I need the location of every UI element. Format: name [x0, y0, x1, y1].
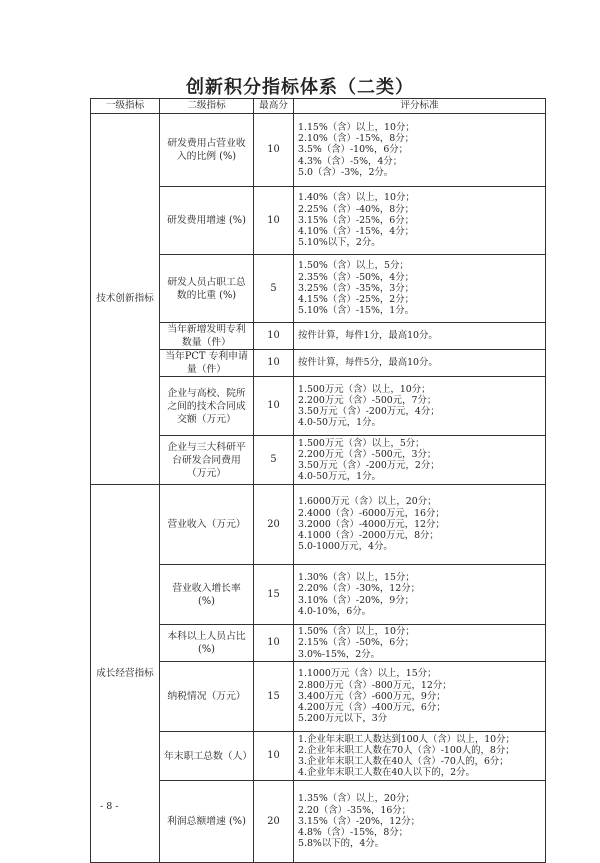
- header-criteria: 评分标准: [294, 99, 546, 114]
- criteria-line: 2.200万元（含）-500元，3分；: [298, 448, 437, 460]
- criteria-cell: [294, 255, 546, 323]
- criteria-line: 3.5%（含）-10%，6分；: [298, 144, 409, 156]
- header-level1: 一级指标: [91, 99, 160, 114]
- indicator-cell: 企业与三大科研平台研发合同费用（万元）: [160, 436, 254, 485]
- criteria-line: 3.25%（含）-35%，3分；: [298, 282, 415, 294]
- max-score-cell: 15: [254, 565, 294, 625]
- indicator-cell: 本科以上人员占比 (%): [160, 625, 254, 662]
- table-row: [91, 350, 546, 377]
- table-row: [91, 114, 546, 187]
- criteria-line: 1.企业年末职工人数达到100人（含）以上，10分；: [298, 733, 515, 745]
- max-score-cell: 20: [254, 781, 294, 863]
- criteria-cell: [294, 436, 546, 485]
- max-score-cell: 10: [254, 350, 294, 377]
- criteria-line: 3.企业年末职工人数在40人（含）-70人的，6分；: [298, 756, 509, 767]
- header-max-score: 最高分: [254, 99, 294, 114]
- criteria-line: 4.0-10%，6分。: [298, 605, 372, 617]
- criteria-line: 3.15%（含）-25%，6分；: [298, 214, 415, 226]
- max-score-cell: 20: [254, 485, 294, 565]
- indicator-cell: 研发费用占营业收入的比例 (%): [160, 114, 254, 187]
- criteria-line: 4.10%（含）-15%，4分；: [298, 226, 415, 238]
- criteria-line: 4.15%（含）-25%，2分；: [298, 294, 415, 306]
- criteria-line: 3.400万元（含）-600万元，9分；: [298, 690, 446, 702]
- criteria-line: 2.15%（含）-50%，6分；: [298, 637, 415, 649]
- criteria-line: 1.30%（含）以上，15分；: [298, 572, 415, 584]
- criteria-line: 2.10%（含）-15%，8分；: [298, 133, 415, 145]
- table-row: [91, 485, 546, 565]
- criteria-line: 5.10%（含）-15%，1分。: [298, 305, 415, 317]
- criteria-line: 2.4000（含）-6000万元，16分；: [298, 507, 445, 519]
- criteria-line: 按件计算，每件5分，最高10分。: [298, 357, 438, 369]
- max-score-cell: 15: [254, 662, 294, 732]
- criteria-cell: [294, 781, 546, 863]
- criteria-cell: [294, 114, 546, 187]
- criteria-line: 4.8%（含）-15%，8分；: [298, 827, 409, 839]
- document-title: 创新积分指标体系（二类）: [186, 77, 414, 98]
- criteria-line: 4.3%（含）-5%，4分；: [298, 155, 403, 167]
- criteria-line: 3.2000（含）-4000万元，12分；: [298, 518, 445, 530]
- indicator-table: [90, 98, 546, 863]
- indicator-cell: 营业收入增长率 (%): [160, 565, 254, 625]
- table-row: [91, 781, 546, 863]
- table-row: [91, 377, 546, 436]
- criteria-line: 3.50万元（含）-200万元，2分；: [298, 460, 440, 471]
- indicator-cell: 年末职工总数（人）: [160, 732, 254, 781]
- max-score-cell: 10: [254, 732, 294, 781]
- criteria-line: 4.企业年末职工人数在40人以下的，2分。: [298, 767, 475, 779]
- table-row: [91, 255, 546, 323]
- criteria-line: 1.50%（含）以上，10分；: [298, 626, 415, 638]
- criteria-line: 5.10%以下，2分。: [298, 237, 381, 249]
- table-row: [91, 436, 546, 485]
- criteria-cell: [294, 732, 546, 781]
- max-score-cell: 5: [254, 255, 294, 323]
- page-number: - 8 -: [100, 801, 119, 812]
- table-row: [91, 187, 546, 255]
- criteria-line: 4.1000（含）-2000万元，8分；: [298, 530, 439, 542]
- criteria-line: 2.25%（含）-40%，8分；: [298, 203, 415, 215]
- criteria-line: 3.15%（含）-20%，12分；: [298, 815, 420, 827]
- criteria-line: 5.0（含）-3%，2分。: [298, 166, 394, 178]
- table-row: [91, 323, 546, 350]
- criteria-line: 5.8%以下的，4分。: [298, 838, 385, 850]
- criteria-cell: [294, 187, 546, 255]
- criteria-line: 4.200万元（含）-400万元，6分；: [298, 702, 446, 714]
- max-score-cell: 10: [254, 377, 294, 436]
- criteria-cell: [294, 323, 546, 350]
- max-score-cell: 10: [254, 187, 294, 255]
- table-row: [91, 625, 546, 662]
- criteria-line: 1.500万元（含）以上，5分；: [298, 437, 425, 449]
- criteria-line: 2.200万元（含）-500元，7分；: [298, 394, 437, 406]
- criteria-line: 按件计算，每件1分，最高10分。: [298, 330, 438, 342]
- indicator-cell: 企业与高校、院所之间的技术合同成交额（万元）: [160, 377, 254, 436]
- criteria-line: 5.200万元以下，3分: [298, 713, 388, 725]
- indicator-cell: 当年PCT 专利申请量（件）: [160, 350, 254, 377]
- criteria-cell: [294, 565, 546, 625]
- criteria-cell: [294, 625, 546, 662]
- criteria-line: 1.40%（含）以上，10分；: [298, 192, 415, 204]
- table-row: [91, 565, 546, 625]
- criteria-line: 1.15%（含）以上，10分；: [298, 121, 415, 133]
- criteria-line: 3.10%（含）-20%，9分；: [298, 594, 415, 606]
- category-cell: 成长经营指标: [91, 485, 160, 863]
- criteria-line: 1.6000万元（含）以上，20分；: [298, 496, 437, 508]
- max-score-cell: 5: [254, 436, 294, 485]
- max-score-cell: 10: [254, 114, 294, 187]
- criteria-line: 2.20（含）-35%，16分；: [298, 804, 412, 816]
- criteria-line: 2.20%（含）-30%，12分；: [298, 583, 420, 595]
- indicator-cell: 研发费用增速 (%): [160, 187, 254, 255]
- indicator-cell: 纳税情况（万元）: [160, 662, 254, 732]
- criteria-line: 3.0%-15%，2分。: [298, 648, 380, 660]
- criteria-line: 3.50万元（含）-200万元，4分；: [298, 406, 440, 417]
- indicator-cell: 当年新增发明专利数量（件）: [160, 323, 254, 350]
- table-row: [91, 662, 546, 732]
- criteria-line: 1.35%（含）以上，20分；: [298, 793, 415, 805]
- criteria-cell: [294, 350, 546, 377]
- indicator-cell: 研发人员占职工总数的比重 (%): [160, 255, 254, 323]
- table-row: [91, 732, 546, 781]
- criteria-line: 4.0-50万元，1分。: [298, 417, 381, 429]
- criteria-line: 2.35%（含）-50%，4分；: [298, 271, 415, 283]
- criteria-line: 1.500万元（含）以上，10分；: [298, 383, 431, 395]
- table-header-row: [91, 99, 546, 114]
- criteria-line: 5.0-1000万元，4分。: [298, 541, 393, 553]
- header-level2: 二级指标: [160, 99, 254, 114]
- criteria-line: 1.1000万元（含）以上，15分；: [298, 668, 437, 680]
- criteria-cell: [294, 377, 546, 436]
- max-score-cell: 10: [254, 323, 294, 350]
- criteria-line: 1.50%（含）以上，5分；: [298, 260, 409, 272]
- indicator-cell: 营业收入（万元）: [160, 485, 254, 565]
- category-cell: 技术创新指标: [91, 114, 160, 485]
- max-score-cell: 10: [254, 625, 294, 662]
- criteria-cell: [294, 485, 546, 565]
- criteria-line: 4.0-50万元，1分。: [298, 471, 381, 483]
- criteria-line: 2.企业年末职工人数在70人（含）-100人的，8分；: [298, 744, 515, 756]
- criteria-line: 2.800万元（含）-800万元，12分；: [298, 679, 452, 691]
- indicator-cell: 利润总额增速 (%): [160, 781, 254, 863]
- criteria-cell: [294, 662, 546, 732]
